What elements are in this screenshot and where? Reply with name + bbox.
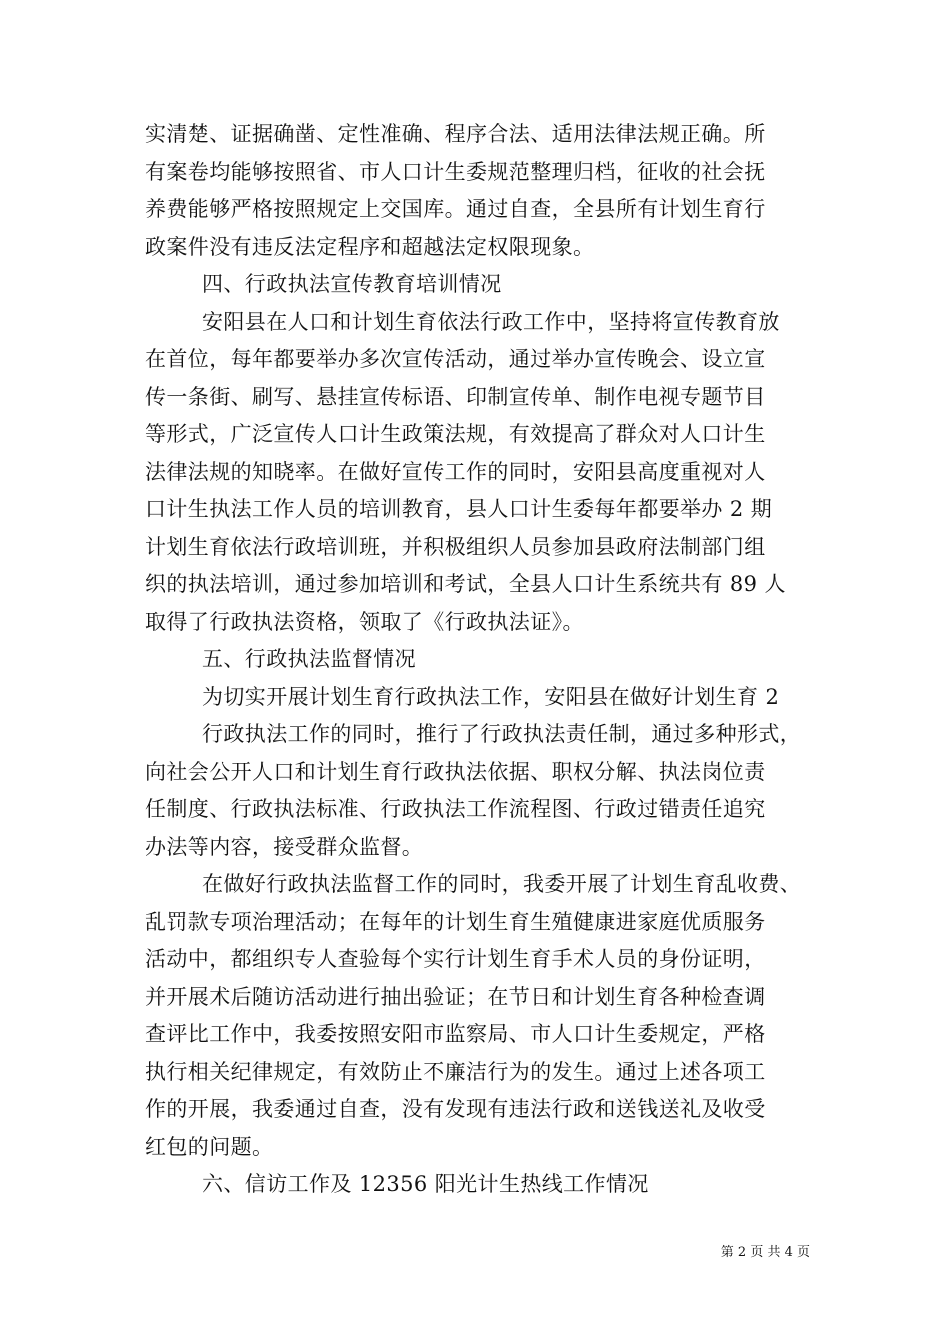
text-line: 养费能够严格按照规定上交国库。通过自查，全县所有计划生育行 (145, 197, 766, 221)
text-line: 法律法规的知晓率。在做好宣传工作的同时，安阳县高度重视对人 (145, 459, 766, 484)
section-heading: 五、行政执法监督情况 (202, 647, 416, 671)
text-line: 口计生执法工作人员的培训教育，县人口计生委每年都要举办 2 期 (145, 497, 773, 521)
text-line: 织的执法培训，通过参加培训和考试，全县人口计生系统共有 89 人 (145, 572, 786, 596)
text-line: 乱罚款专项治理活动；在每年的计划生育生殖健康进家庭优质服务 (145, 909, 766, 934)
text-line: 并开展术后随访活动进行抽出验证；在节日和计划生育各种检查调 (145, 984, 766, 1009)
text-line: 向社会公开人口和计划生育行政执法依据、职权分解、执法岗位责 (145, 759, 766, 784)
text-line: 政案件没有违反法定程序和超越法定权限现象。 (145, 234, 595, 259)
text-line: 等形式，广泛宣传人口计生政策法规，有效提高了群众对人口计生 (145, 422, 766, 446)
section-heading: 四、行政执法宣传教育培训情况 (202, 272, 502, 296)
text-line: 任制度、行政执法标准、行政执法工作流程图、行政过错责任追究 (145, 797, 766, 821)
text-line: 取得了行政执法资格，领取了《行政执法证》。 (145, 609, 584, 634)
document-body (145, 116, 815, 1204)
text-line: 查评比工作中，我委按照安阳市监察局、市人口计生委规定，严格 (145, 1022, 766, 1046)
text-line: 行政执法工作的同时，推行了行政执法责任制，通过多种形式， (202, 722, 802, 746)
text-line: 作的开展，我委通过自查，没有发现有违法行政和送钱送礼及收受 (145, 1097, 766, 1121)
text-line: 活动中，都组织专人查验每个实行计划生育手术人员的身份证明， (145, 947, 766, 971)
text-line: 为切实开展计划生育行政执法工作，安阳县在做好计划生育 2 (202, 684, 780, 709)
text-line: 安阳县在人口和计划生育依法行政工作中，坚持将宣传教育放 (202, 309, 780, 334)
text-line: 有案卷均能够按照省、市人口计生委规范整理归档，征收的社会抚 (145, 159, 766, 184)
text-line: 在做好行政执法监督工作的同时，我委开展了计划生育乱收费、 (202, 872, 802, 896)
text-line: 执行相关纪律规定，有效防止不廉洁行为的发生。通过上述各项工 (145, 1059, 766, 1084)
text-line: 传一条街、刷写、悬挂宣传标语、印制宣传单、制作电视专题节目 (145, 384, 766, 409)
page-number: 第 2 页 共 4 页 (720, 1245, 810, 1260)
text-line: 实清楚、证据确凿、定性准确、程序合法、适用法律法规正确。所 (145, 122, 766, 146)
text-line: 在首位，每年都要举办多次宣传活动，通过举办宣传晚会、设立宣 (145, 347, 766, 371)
text-line: 计划生育依法行政培训班，并积极组织人员参加县政府法制部门组 (145, 534, 766, 559)
text-line: 办法等内容，接受群众监督。 (145, 834, 424, 859)
section-heading: 六、信访工作及 12356 阳光计生热线工作情况 (202, 1172, 649, 1196)
text-line: 红包的问题。 (145, 1134, 274, 1159)
